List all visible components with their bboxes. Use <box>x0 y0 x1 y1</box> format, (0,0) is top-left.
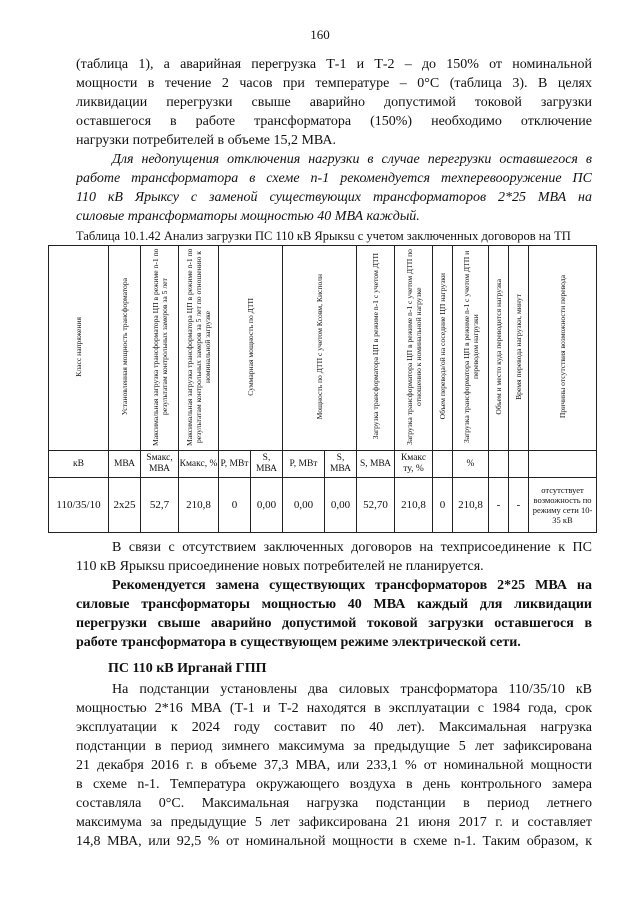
replacement-recommendation <box>76 576 592 652</box>
no-contracts-paragraph <box>76 538 592 576</box>
intro-paragraph <box>76 55 592 150</box>
text-line: работе трансформатора в схеме n-1 рекомендуется техперевооружение ПС <box>76 171 592 186</box>
text-line: перегрузки свыше аварийно допустимой токовой загрузки оставшегося в <box>76 616 592 631</box>
unit-cell: Sмакс, МВА <box>141 451 179 478</box>
text-line: работе трансформатора в существующем режиме электрической сети. <box>76 635 521 650</box>
header-cell: Класс напряжения <box>49 246 109 451</box>
text-line: В связи с отсутствием заключенных договоров на техприсоединение к ПС <box>112 540 592 555</box>
header-cell: Объем и место куда переводится нагрузка <box>489 246 509 451</box>
header-cell: Причины отсутствия возможности перевода <box>529 246 597 451</box>
unit-cell: кВ <box>49 451 109 478</box>
unit-cell <box>433 451 453 478</box>
text-line: ликвидации перегрузки свыше аварийно допустимой токовой загрузки <box>76 95 592 110</box>
page-number: 160 <box>310 27 330 42</box>
text-line: мощности в течение 2 часов при температуре – 0°С (таблица 3). В целях <box>76 76 592 91</box>
header-cell: Установленная мощность трансформатора <box>109 246 141 451</box>
text-line: в схеме n-1. Температура окружающего воздуха в день контрольного замера <box>76 777 592 792</box>
text-line: 21 декабря 2016 г. в объеме 37,3 МВА, или 233,1 % от номинальной мощности <box>76 758 592 773</box>
table-cell: 0 <box>433 478 453 533</box>
unit-cell: S, МВА <box>325 451 357 478</box>
unit-cell: Кмакс, % <box>179 451 219 478</box>
unit-cell <box>489 451 509 478</box>
table-cell: 210,8 <box>179 478 219 533</box>
header-cell: Загрузка трансформатора ЦП в режиме n-1 с учетом ДТП и переводом нагрузки <box>453 246 489 451</box>
table-header-row <box>49 246 597 451</box>
unit-cell: P, МВт <box>283 451 325 478</box>
unit-cell: % <box>453 451 489 478</box>
substation-description <box>76 680 592 851</box>
text-line: Рекомендуется замена существующих трансформаторов 2*25 МВА на <box>112 578 592 593</box>
table-cell: отсутствует возможность по режиму сети 10-35 кВ <box>529 478 597 533</box>
unit-cell: Кмакс ту, % <box>395 451 433 478</box>
header-cell: Загрузка трансформатора ЦП в режиме n-1 с учетом ДТП по отношению к номинальной нагрузке <box>395 246 433 451</box>
table-cell: 52,7 <box>141 478 179 533</box>
text-line: мощностью 2*16 МВА (Т-1 и Т-2 находятся в эксплуатации с 1984 года, срок <box>76 701 592 716</box>
table-cell: 0,00 <box>325 478 357 533</box>
text-line: подстанции в период зимнего максимума за предыдущие 5 лет зафиксирована <box>76 739 592 754</box>
table-units-row <box>49 451 597 478</box>
table-cell: - <box>489 478 509 533</box>
text-line: 14,8 МВА, или 92,5 % от номинальной мощности в схеме n-1. Таким образом, к <box>76 834 592 849</box>
text-line: нагрузки потребителей в объеме 15,2 МВА. <box>76 133 336 148</box>
unit-cell: P, МВт <box>219 451 251 478</box>
header-cell: Максимальная загрузка трансформатора ЦП в режиме n-1 по результатам контрольных замеров за 5 лет по отношению к номинальной загрузке <box>179 246 219 451</box>
header-cell: Мощность по ДТП с учетом Ксовм, Кисполн <box>283 246 357 451</box>
table-cell: 2x25 <box>109 478 141 533</box>
text-line: эксплуатации к 2024 году составит по 40 лет). Максимальная нагрузка <box>76 720 592 735</box>
table-cell: 110/35/10 <box>49 478 109 533</box>
header-cell: Время перевода нагрузки, минут <box>509 246 529 451</box>
text-line: 110 кВ Ярыксу с заменой существующих трансформаторов 2*25 МВА на <box>76 190 592 205</box>
unit-cell <box>509 451 529 478</box>
text-line: силовые трансформаторы мощностью 40 МВА каждый для ликвидации <box>76 597 592 612</box>
header-cell: Объем перевода/ой на соседние ЦП нагрузки <box>433 246 453 451</box>
recommendation-paragraph <box>76 150 592 226</box>
table-cell: 0,00 <box>283 478 325 533</box>
text-line: На подстанции установлены два силовых трансформатора 110/35/10 кВ <box>112 682 592 697</box>
table-cell: 0 <box>219 478 251 533</box>
unit-cell: S, МВА <box>251 451 283 478</box>
text-line: оставшегося в работе трансформатора (150%) необходимо отключение <box>76 114 592 129</box>
unit-cell: МВА <box>109 451 141 478</box>
table-cell: 52,70 <box>357 478 395 533</box>
section-heading: ПС 110 кВ Ирганай ГПП <box>108 661 267 676</box>
load-analysis-table <box>48 245 597 533</box>
table-cell: 210,8 <box>453 478 489 533</box>
table-cell: 0,00 <box>251 478 283 533</box>
text-line: максимума за предыдущие 5 лет зафиксирована 21 июня 2017 г. и составляет <box>76 815 592 830</box>
text-line: Для недопущения отключения нагрузки в случае перегрузки оставшегося в <box>112 152 592 167</box>
header-cell: Загрузка трансформатора ЦП в режиме n-1 с учетом ДТП <box>357 246 395 451</box>
table-cell: 210,8 <box>395 478 433 533</box>
table-row <box>49 478 597 533</box>
table-cell: - <box>509 478 529 533</box>
text-line: 110 кВ Ярыкsu присоединение новых потребителей не планируется. <box>76 559 484 574</box>
table-caption: Таблица 10.1.42 Анализ загрузки ПС 110 кВ Ярыкsu с учетом заключенных договоров на ТП <box>76 229 571 243</box>
header-cell: Суммарная мощность по ДТП <box>219 246 283 451</box>
unit-cell: S, МВА <box>357 451 395 478</box>
header-cell: Максимальная загрузка трансформатора ЦП в режиме n-1 по результатам контрольных замеров за 5 лет <box>141 246 179 451</box>
unit-cell <box>529 451 597 478</box>
text-line: (таблица 1), а аварийная перегрузка Т-1 и Т-2 – до 150% от номинальной <box>76 57 592 72</box>
text-line: силовые трансформаторы мощностью 40 МВА каждый. <box>76 209 420 224</box>
text-line: составляла 0°С. Максимальная нагрузка подстанции в период летнего <box>76 796 592 811</box>
